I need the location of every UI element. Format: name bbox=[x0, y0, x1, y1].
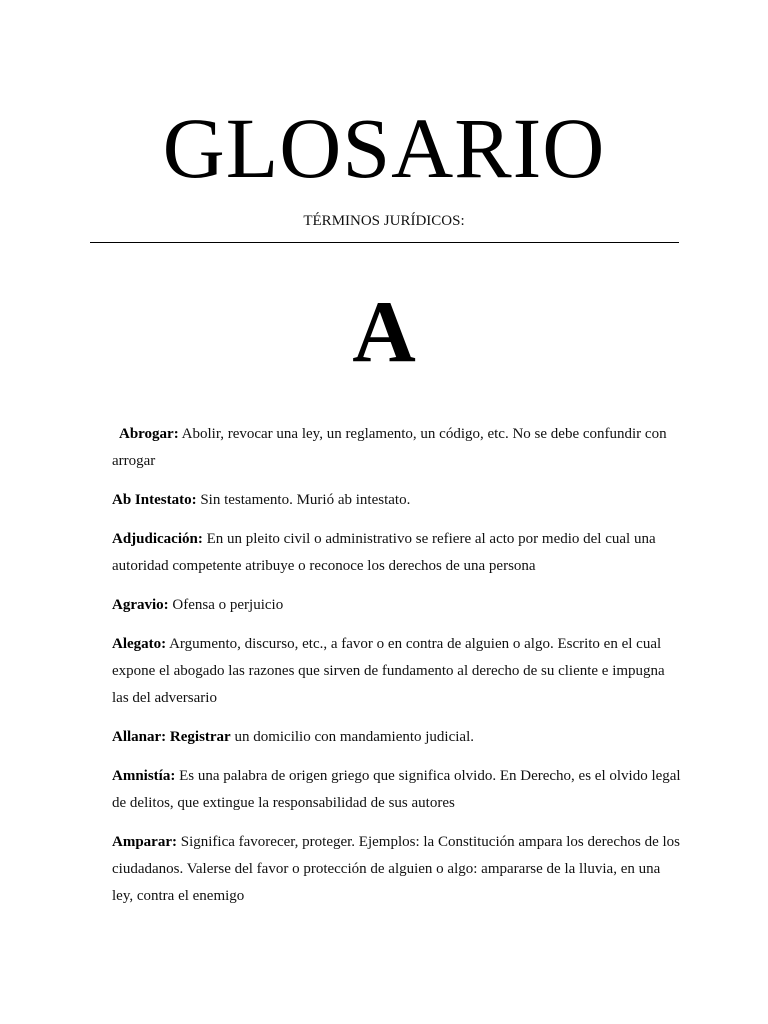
entry-term: Ab Intestato: bbox=[112, 492, 197, 508]
glossary-entries bbox=[112, 421, 682, 922]
entry-term: Adjudicación: bbox=[112, 531, 203, 547]
glossary-entry bbox=[112, 829, 682, 910]
entry-definition: Es una palabra de origen griego que significa olvido. En Derecho, es el olvido legal de delitos, que extingue la responsabilidad de sus autores bbox=[112, 768, 681, 811]
entry-definition: Argumento, discurso, etc., a favor o en contra de alguien o algo. Escrito en el cual expone el abogado las razones que sirven de fundamento al derecho de su cliente e impugna las del adversario bbox=[112, 636, 665, 706]
entry-definition: Ofensa o perjuicio bbox=[172, 597, 284, 613]
page-title: GLOSARIO bbox=[162, 100, 606, 196]
title-divider bbox=[90, 242, 679, 243]
entry-term: Allanar: Registrar bbox=[112, 729, 231, 745]
entry-term: Agravio: bbox=[112, 597, 169, 613]
page-subtitle: TÉRMINOS JURÍDICOS: bbox=[303, 213, 465, 229]
glossary-entry bbox=[112, 724, 682, 751]
entry-definition: Sin testamento. Murió ab intestato. bbox=[200, 492, 411, 508]
entry-term: Alegato: bbox=[112, 636, 167, 652]
glossary-entry bbox=[112, 592, 682, 619]
entry-term: Abrogar: bbox=[119, 426, 179, 442]
glossary-entry bbox=[112, 526, 682, 580]
entry-definition: Significa favorecer, proteger. Ejemplos: la Constitución ampara los derechos de los ciudadanos. Valerse del favor o protección de alguien o algo: ampararse de la lluvia, en una ley, contra el enemigo bbox=[112, 834, 680, 904]
glossary-entry bbox=[112, 487, 682, 514]
entry-term: Amnistía: bbox=[112, 768, 176, 784]
section-letter: A bbox=[352, 284, 416, 381]
entry-definition: un domicilio con mandamiento judicial. bbox=[234, 729, 474, 745]
glossary-entry bbox=[112, 421, 682, 475]
entry-definition: En un pleito civil o administrativo se refiere al acto por medio del cual una autoridad competente atribuye o reconoce los derechos de una persona bbox=[112, 531, 656, 574]
glossary-entry bbox=[112, 631, 682, 712]
entry-term: Amparar: bbox=[112, 834, 177, 850]
glossary-entry bbox=[112, 763, 682, 817]
entry-definition: Abolir, revocar una ley, un reglamento, un código, etc. No se debe confundir con arrogar bbox=[112, 426, 667, 469]
